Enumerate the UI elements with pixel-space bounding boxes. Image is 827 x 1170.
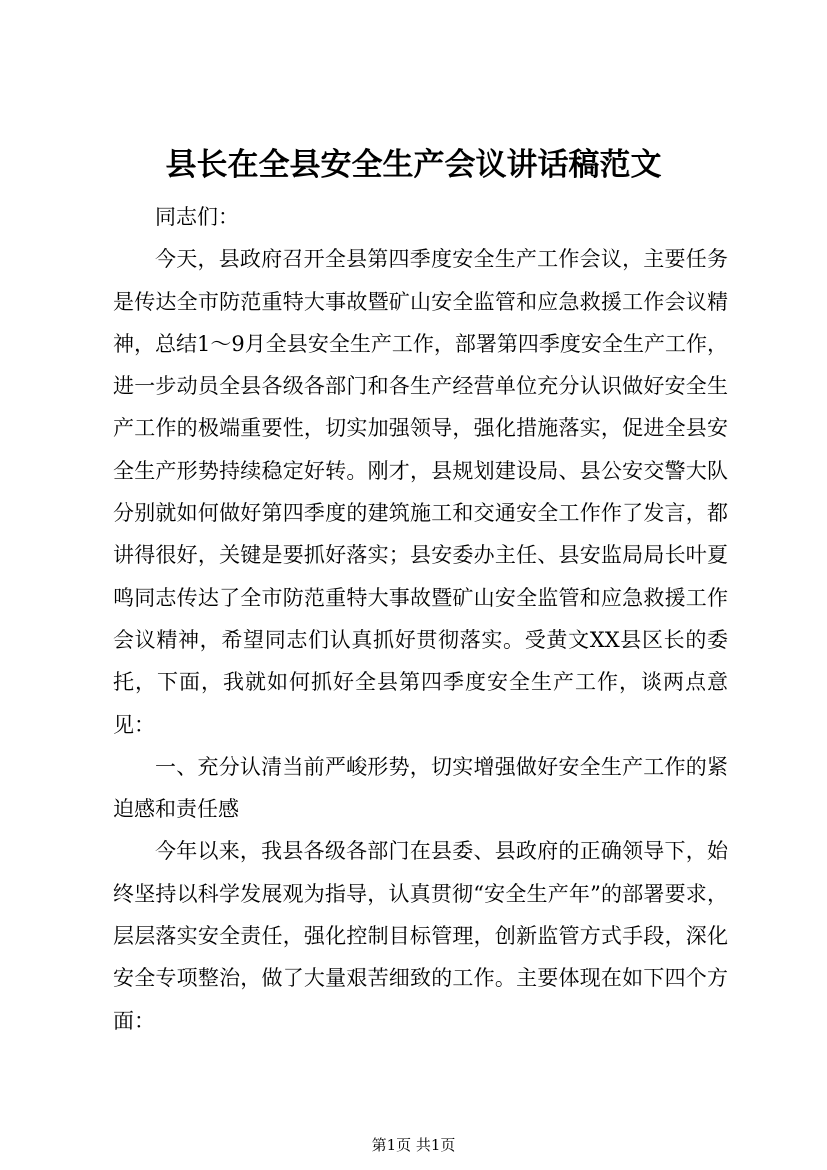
document-title: 县长在全县安全生产会议讲话稿范文 (165, 147, 662, 183)
intro-paragraph: 今天，县政府召开全县第四季度安全生产工作会议，主要任务是传达全市防范重特大事故暨矿山安全监管和应急救援工作会议精神，总结1～9月全县安全生产工作，部署第四季度安全生产工作，进一步动员全县各级各部门和各生产经营单位充分认识做好安全生产工作的极端重要性，切实加强领导，强化措施落实，促进全县安全生产形势持续稳定好转。刚才，县规划建设局、县公安交警大队分别就如何做好第四季度的建筑施工和交通安全工作作了发言，都讲得很好，关键是要抓好落实；县安委办主任、县安监局局长叶夏鸣同志传达了全市防范重特大事故暨矿山安全监管和应急救援工作会议精神，希望同志们认真抓好贯彻落实。受黄文XX县区长的委托，下面，我就如何抓好全县第四季度安全生产工作，谈两点意见： (113, 247, 728, 737)
document-body (113, 196, 728, 1042)
page-number-footer: 第1页 共1页 (371, 1136, 456, 1154)
body-paragraph: 今年以来，我县各级各部门在县委、县政府的正确领导下，始终坚持以科学发展观为指导，认真贯彻“安全生产年”的部署要求，层层落实安全责任，强化控制目标管理，创新监管方式手段，深化安全专项整治，做了大量艰苦细致的工作。主要体现在如下四个方面： (113, 839, 728, 1033)
salutation-paragraph: 同志们： (155, 205, 239, 229)
section-heading: 一、充分认清当前严峻形势，切实增强做好安全生产工作的紧迫感和责任感 (113, 754, 728, 822)
